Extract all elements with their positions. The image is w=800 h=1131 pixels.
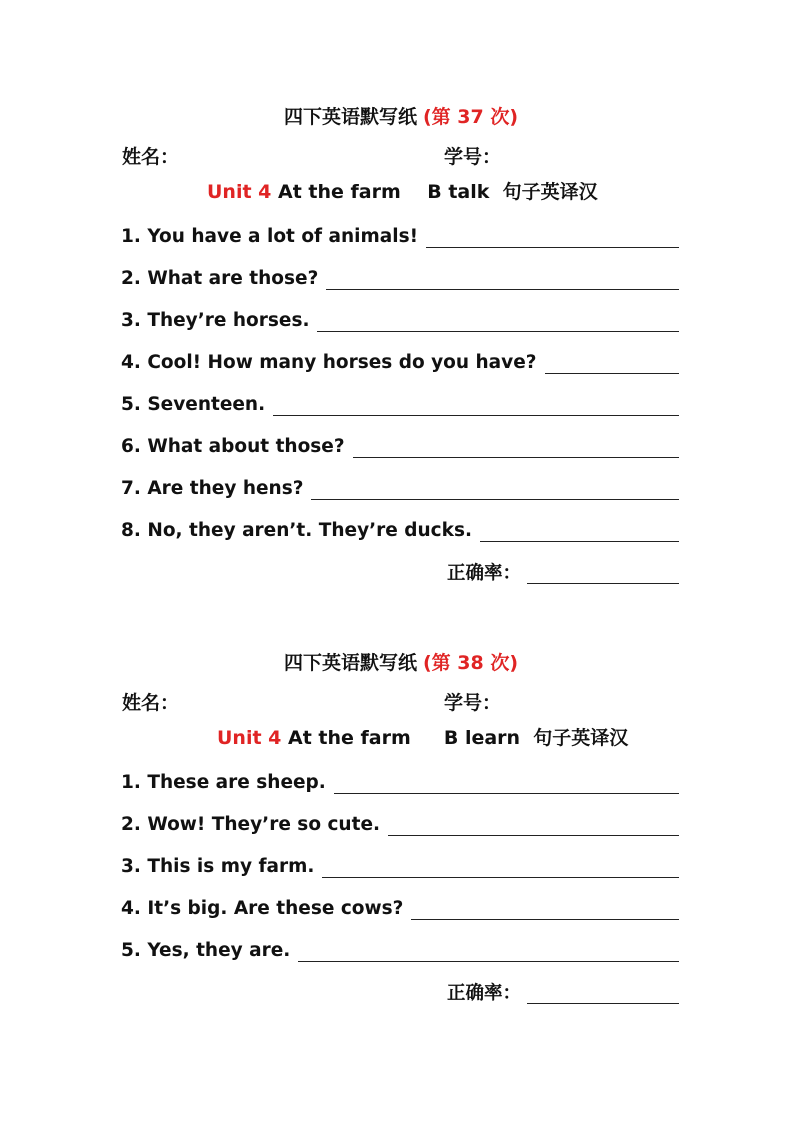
round-number: (第 37 次) bbox=[422, 106, 519, 128]
question-text: 4. It’s big. Are these cows? bbox=[121, 898, 404, 919]
answer-blank[interactable] bbox=[273, 414, 679, 416]
question-text: 2. What are those? bbox=[121, 268, 319, 289]
round-number: (第 38 次) bbox=[422, 652, 519, 674]
accuracy-label: 正确率： bbox=[446, 983, 521, 1004]
question-text: 7. Are they hens? bbox=[121, 478, 304, 499]
student-number-label: 学号： bbox=[444, 146, 502, 168]
sheet-title-text: 四下英语默写纸 bbox=[283, 106, 417, 128]
answer-blank[interactable] bbox=[298, 960, 679, 962]
student-number-label: 学号： bbox=[444, 692, 502, 714]
question-text: 1. You have a lot of animals! bbox=[121, 226, 419, 247]
question-row bbox=[121, 464, 679, 506]
question-row bbox=[121, 800, 679, 842]
answer-blank[interactable] bbox=[322, 876, 679, 878]
question-text: 5. Yes, they are. bbox=[121, 940, 291, 961]
question-row bbox=[121, 254, 679, 296]
question-text: 8. No, they aren’t. They’re ducks. bbox=[121, 520, 472, 541]
answer-blank[interactable] bbox=[545, 372, 680, 374]
answer-blank[interactable] bbox=[388, 834, 679, 836]
question-text: 3. This is my farm. bbox=[121, 856, 315, 877]
sheet-title-text: 四下英语默写纸 bbox=[283, 652, 417, 674]
accuracy-blank[interactable] bbox=[527, 1003, 679, 1004]
accuracy-blank[interactable] bbox=[527, 583, 679, 584]
answer-blank[interactable] bbox=[334, 792, 679, 794]
answer-blank[interactable] bbox=[411, 918, 679, 920]
unit-number: Unit 4 bbox=[217, 727, 282, 749]
answer-blank[interactable] bbox=[326, 288, 679, 290]
accuracy-row bbox=[0, 548, 679, 590]
question-text: 3. They’re horses. bbox=[121, 310, 310, 331]
unit-topic: At the farm B talk 句子英译汉 bbox=[271, 181, 598, 203]
answer-blank[interactable] bbox=[480, 540, 679, 542]
dictation-sheet-37 bbox=[0, 100, 800, 590]
name-label: 姓名： bbox=[122, 146, 180, 168]
unit-topic: At the farm B learn 句子英译汉 bbox=[281, 727, 629, 749]
unit-heading bbox=[0, 718, 800, 758]
answer-blank[interactable] bbox=[317, 330, 679, 332]
question-text: 2. Wow! They’re so cute. bbox=[121, 814, 381, 835]
unit-number: Unit 4 bbox=[207, 181, 272, 203]
question-row bbox=[121, 212, 679, 254]
question-row bbox=[121, 296, 679, 338]
accuracy-row bbox=[0, 968, 679, 1010]
question-row bbox=[121, 842, 679, 884]
question-row bbox=[121, 422, 679, 464]
question-row bbox=[121, 926, 679, 968]
answer-blank[interactable] bbox=[311, 498, 679, 500]
sheet-title bbox=[0, 100, 800, 134]
question-text: 1. These are sheep. bbox=[121, 772, 326, 793]
question-row bbox=[121, 506, 679, 548]
answer-blank[interactable] bbox=[353, 456, 679, 458]
question-row bbox=[121, 380, 679, 422]
question-text: 6. What about those? bbox=[121, 436, 345, 457]
unit-heading bbox=[0, 172, 800, 212]
student-info-row bbox=[0, 134, 800, 172]
name-label: 姓名： bbox=[122, 692, 180, 714]
question-row bbox=[121, 758, 679, 800]
question-text: 5. Seventeen. bbox=[121, 394, 266, 415]
dictation-sheet-38 bbox=[0, 646, 800, 1010]
student-info-row bbox=[0, 680, 800, 718]
answer-blank[interactable] bbox=[426, 246, 679, 248]
question-row bbox=[121, 338, 679, 380]
question-row bbox=[121, 884, 679, 926]
sheet-title bbox=[0, 646, 800, 680]
question-text: 4. Cool! How many horses do you have? bbox=[121, 352, 537, 373]
accuracy-label: 正确率： bbox=[446, 563, 521, 584]
